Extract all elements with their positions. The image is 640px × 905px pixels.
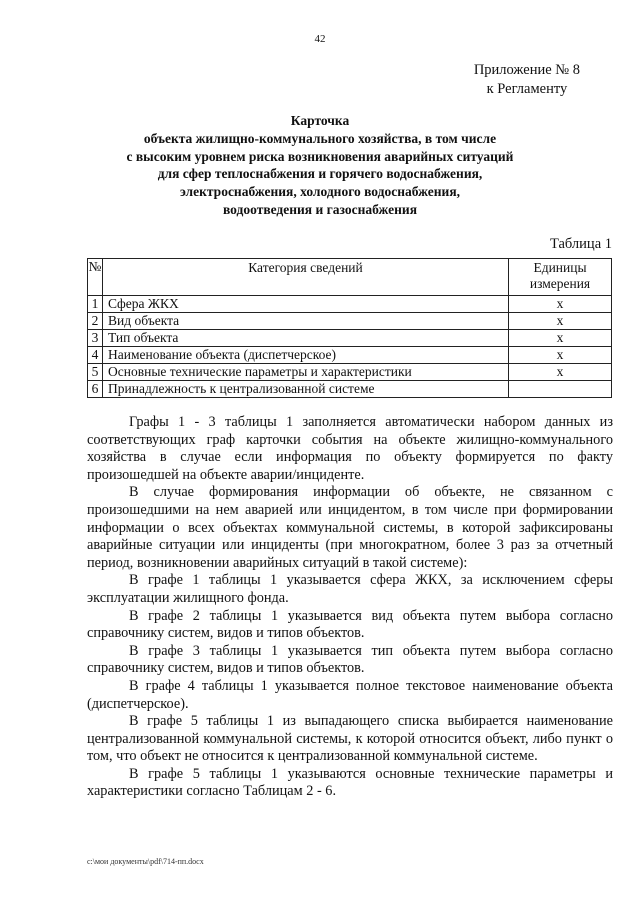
row-num: 5 [88, 364, 103, 381]
file-path-footer: c:\мои документы\pdf\714-пп.docx [87, 857, 204, 866]
paragraph: В графе 3 таблицы 1 указывается тип объекта путем выбора согласно справочнику систем, видов и типов объектов. [87, 642, 613, 677]
appendix-line: к Регламенту [486, 81, 568, 97]
row-num: 3 [88, 330, 103, 347]
paragraph: В графе 5 таблицы 1 из выпадающего списка выбирается наименование централизованной коммунальной системы, к которой относится объект, либо пункт о том, что объект не относится к централизованной коммунальной системе. [87, 713, 613, 765]
header-unit: Единицы измерения [509, 259, 612, 296]
info-table [87, 258, 612, 398]
paragraph: В графе 2 таблицы 1 указывается вид объекта путем выбора согласно справочнику систем, видов и типов объектов. [87, 607, 613, 642]
header-category: Категория сведений [103, 259, 509, 296]
row-category: Принадлежность к централизованной системе [103, 381, 509, 398]
row-num: 2 [88, 313, 103, 330]
table-row [88, 313, 612, 330]
table-row [88, 364, 612, 381]
table-row [88, 330, 612, 347]
document-title [80, 112, 560, 219]
table-label: Таблица 1 [549, 236, 612, 252]
paragraph: В графе 1 таблицы 1 указывается сфера ЖКХ, за исключением сферы эксплуатации жилищного фонда. [87, 572, 613, 606]
paragraph: В графе 5 таблицы 1 указываются основные технические параметры и характеристики согласно Таблицам 2 - 6. [87, 765, 613, 800]
title-line: Карточка [290, 113, 350, 128]
title-line: с высоким уровнем риска возникновения аварийных ситуаций [126, 148, 514, 164]
title-line: электроснабжения, холодного водоснабжения, [179, 184, 461, 200]
row-unit: x [509, 347, 612, 364]
row-unit: x [509, 296, 612, 313]
title-line: водоотведения и газоснабжения [222, 201, 418, 217]
table-row [88, 381, 612, 398]
row-num: 6 [88, 381, 103, 398]
body-text [87, 414, 613, 801]
header-num: № [88, 259, 103, 296]
row-category: Наименование объекта (диспетчерское) [103, 347, 509, 364]
row-num: 1 [88, 296, 103, 313]
table-row [88, 347, 612, 364]
appendix-line: Приложение № 8 [473, 62, 580, 78]
row-category: Тип объекта [103, 330, 509, 347]
row-unit [509, 381, 612, 398]
paragraph: Графы 1 - 3 таблицы 1 заполняется автоматически набором данных из соответствующих граф карточки события на объекте жилищно-коммунального хозяйства в случае если информация по объекту формируется по факту произошедшей на объекте аварии/инциденте. [87, 414, 613, 483]
row-category: Сфера ЖКХ [103, 296, 509, 313]
row-unit: x [509, 364, 612, 381]
row-num: 4 [88, 347, 103, 364]
row-category: Основные технические параметры и характеристики [103, 364, 509, 381]
row-category: Вид объекта [103, 313, 509, 330]
title-line: объекта жилищно-коммунального хозяйства, в том числе [143, 130, 497, 146]
table-header-row [88, 259, 612, 296]
paragraph: В графе 4 таблицы 1 указывается полное текстовое наименование объекта (диспетчерское). [87, 677, 613, 712]
appendix-note [474, 61, 580, 99]
paragraph: В случае формирования информации об объекте, не связанном с произошедшими на нем аварией или инцидентом, в том числе при формировании информации о всех объектах коммунальной системы, в которой зафиксированы аварийные ситуации или инциденты (при многократном, более 3 раз за отчетный период, возникновении аварийных ситуаций в такой системе): [87, 484, 613, 571]
table-row [88, 296, 612, 313]
page-number: 42 [314, 33, 326, 45]
row-unit: x [509, 313, 612, 330]
row-unit: x [509, 330, 612, 347]
title-line: для сфер теплоснабжения и горячего водоснабжения, [157, 166, 483, 182]
